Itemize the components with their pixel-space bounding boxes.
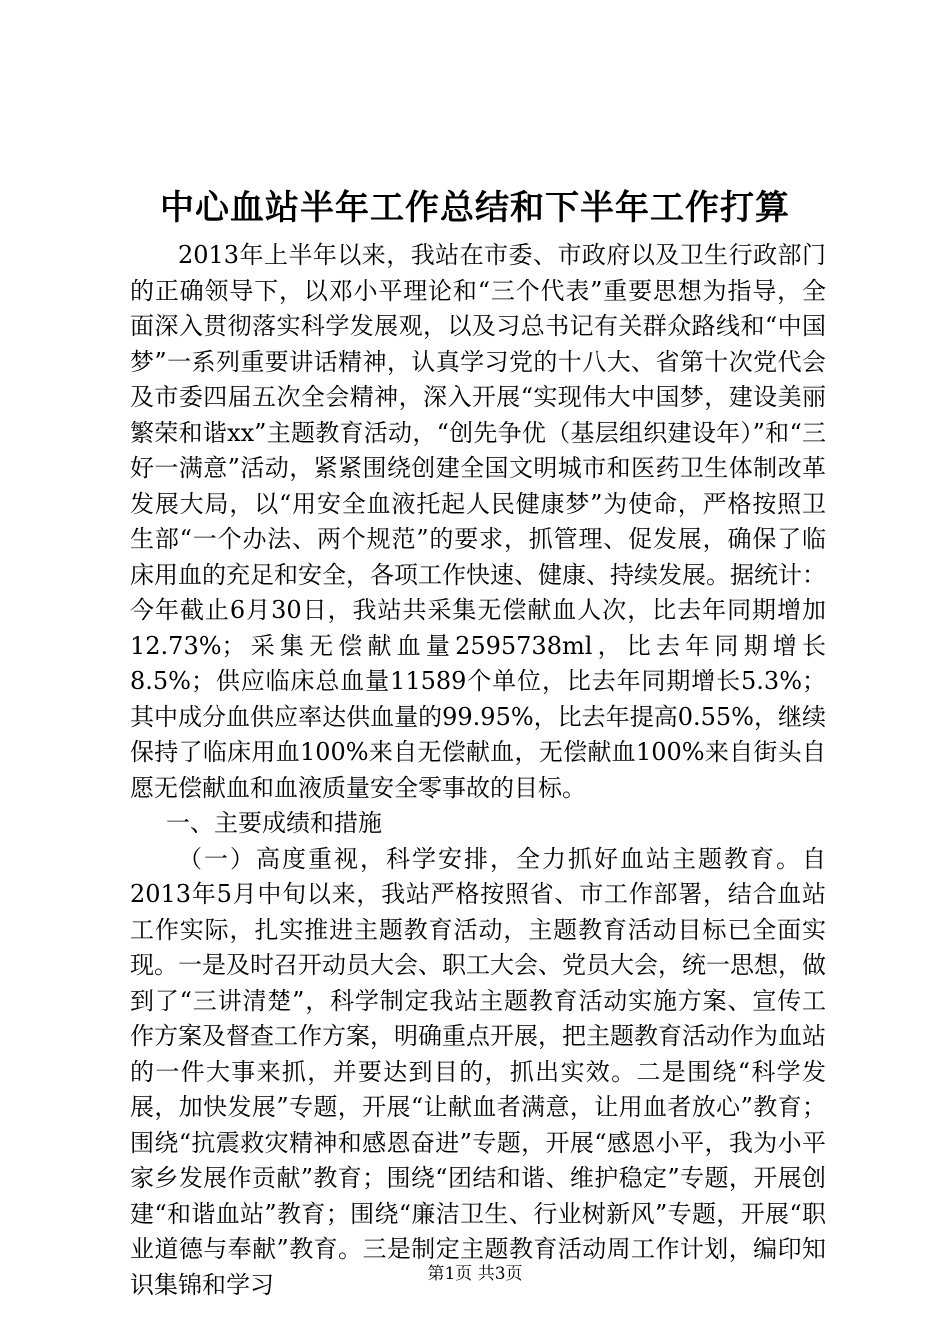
paragraph-section-1: （一）高度重视，科学安排，全力抓好血站主题教育。自2013年5月中旬以来，我站严格按照省、市工作部署，结合血站工作实际，扎实推进主题教育活动，主题教育活动目标已全面实现。一是及时召开动员大会、职工大会、党员大会，统一思想，做到了“三讲清楚”，科学制定我站主题教育活动实施方案、宣传工作方案及督查工作方案，明确重点开展，把主题教育活动作为血站的一件大事来抓，并要达到目的，抓出实效。二是围绕“科学发展，加快发展”专题，开展“让献血者满意，让用血者放心”教育；围绕“抗震救灾精神和感恩奋进”专题，开展“感恩小平，我为小平家乡发展作贡献”教育；围绕“团结和谐、维护稳定”专题，开展创建“和谐血站”教育；围绕“廉洁卫生、行业树新风”专题，开展“职业道德与奉献”教育。三是制定主题教育活动周工作计划，编印知识集锦和学习 bbox=[130, 844, 826, 1299]
document-title: 中心血站半年工作总结和下半年工作打算 bbox=[160, 188, 790, 228]
section-heading: 一、主要成绩和措施 bbox=[166, 809, 382, 837]
document-body bbox=[130, 238, 826, 1303]
page-footer: 第1页 共3页 bbox=[427, 1264, 523, 1284]
paragraph-intro: 2013年上半年以来，我站在市委、市政府以及卫生行政部门的正确领导下，以邓小平理论和“三个代表”重要思想为指导，全面深入贯彻落实科学发展观，以及习总书记有关群众路线和“中国梦”一系列重要讲话精神，认真学习党的十八大、省第十次党代会及市委四届五次全会精神，深入开展“实现伟大中国梦，建设美丽繁荣和谐xx”主题教育活动，“创先争优（基层组织建设年）”和“三好一满意”活动，紧紧围绕创建全国文明城市和医药卫生体制改革发展大局，以“用安全血液托起人民健康梦”为使命，严格按照卫生部“一个办法、两个规范”的要求，抓管理、促发展，确保了临床用血的充足和安全，各项工作快速、健康、持续发展。据统计：今年截止6月30日，我站共采集无偿献血人次，比去年同期增加12.73%；采集无偿献血量2595738ml，比去年同期增长8.5%；供应临床总血量11589个单位，比去年同期增长5.3%；其中成分血供应率达供血量的99.95%，比去年提高0.55%，继续保持了临床用血100%来自无偿献血，无偿献血100%来自街头自愿无偿献血和血液质量安全零事故的目标。 bbox=[130, 241, 826, 802]
